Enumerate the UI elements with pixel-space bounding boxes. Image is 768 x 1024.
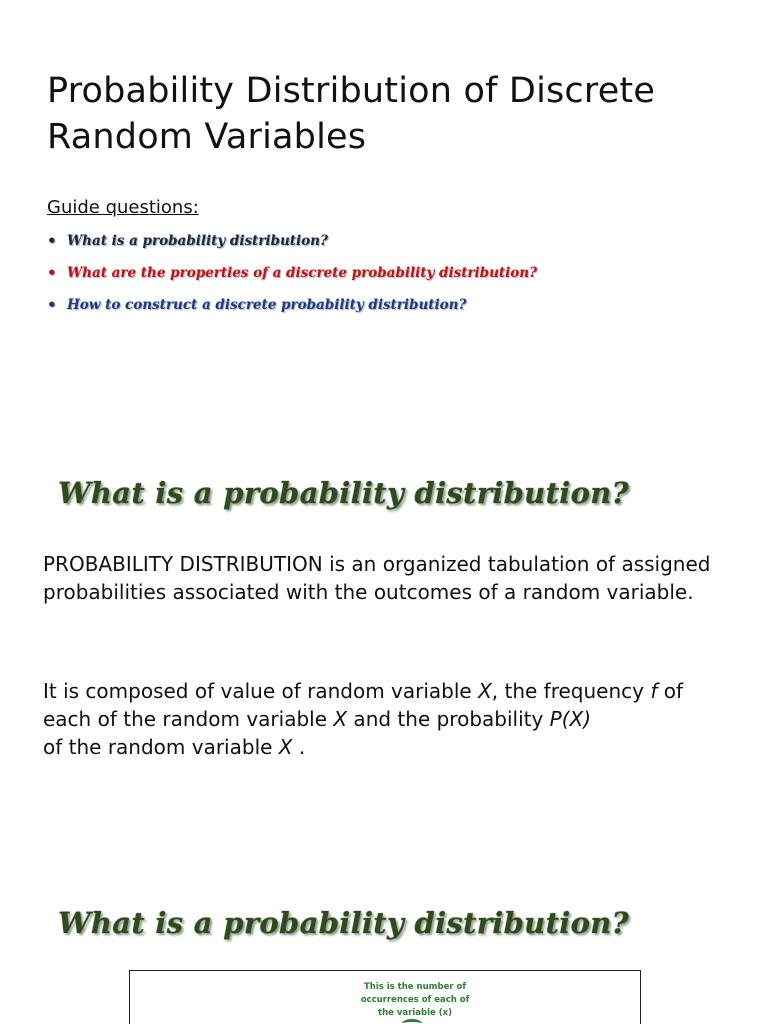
figure-annotation: This is the number of occurrences of each of the variable (x): [360, 982, 470, 1018]
distribution-figure: [129, 970, 641, 1024]
bullet-icon: •: [47, 232, 57, 250]
guide-question-item: [47, 228, 537, 260]
variable-x: X: [333, 707, 348, 731]
paragraph-text: It is composed of value of random variable: [43, 679, 479, 703]
page-title: Probability Distribution of Discrete Random Variables: [47, 71, 656, 157]
variable-px: P(X): [549, 707, 592, 731]
guide-questions-heading: Guide questions:: [47, 197, 199, 218]
bullet-icon: •: [47, 264, 57, 282]
guide-question-text: What is a probability distribution?: [67, 233, 328, 249]
guide-question-item: [47, 292, 537, 324]
arrow-icon: [402, 1019, 422, 1024]
paragraph-text: of the random variable: [43, 735, 279, 759]
bullet-icon: •: [47, 296, 57, 314]
guide-question-text: What are the properties of a discrete probability distribution?: [67, 265, 538, 281]
guide-question-text: How to construct a discrete probability distribution?: [67, 297, 467, 313]
paragraph-text: and the probability: [347, 707, 550, 731]
section-heading: What is a probability distribution?: [58, 476, 629, 510]
paragraph-text: .: [292, 735, 306, 759]
definition-paragraph: PROBABILITY DISTRIBUTION is an organized tabulation of assigned probabilities associated with the outcomes of a random variable.: [43, 552, 711, 604]
composition-paragraph: [43, 677, 733, 761]
paragraph-text: , the frequency: [491, 679, 651, 703]
variable-x: X: [278, 735, 293, 759]
guide-questions-list: [47, 228, 537, 324]
guide-question-item: [47, 260, 537, 292]
section-heading: What is a probability distribution?: [58, 906, 629, 940]
paragraph-text: of each of the random variable: [43, 679, 684, 731]
variable-x: X: [478, 679, 492, 703]
variable-f: f: [650, 679, 658, 703]
